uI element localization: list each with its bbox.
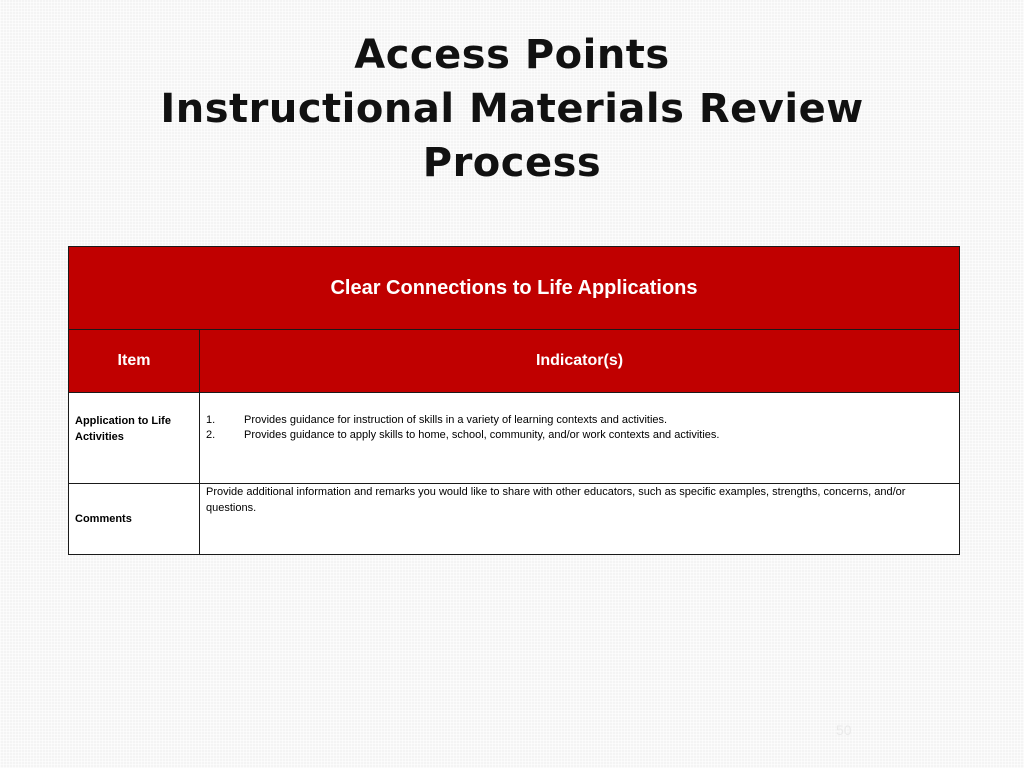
title-line-2: Instructional Materials Review bbox=[160, 86, 864, 132]
list-item bbox=[206, 413, 953, 428]
list-item bbox=[206, 428, 953, 443]
column-header-indicators: Indicator(s) bbox=[200, 330, 960, 393]
indicator-cell bbox=[200, 393, 960, 484]
review-table bbox=[68, 246, 960, 555]
title-line-3: Process bbox=[422, 140, 602, 186]
indicator-text: Provides guidance for instruction of skills in a variety of learning contexts and activities. bbox=[244, 414, 668, 426]
slide-title bbox=[0, 28, 1024, 190]
table-row bbox=[69, 484, 960, 555]
indicator-number: 1. bbox=[206, 414, 216, 426]
column-header-item: Item bbox=[69, 330, 200, 393]
item-label-application: Application to Life Activities bbox=[69, 393, 200, 484]
table-row bbox=[69, 393, 960, 484]
page-number: 50 bbox=[836, 722, 852, 738]
item-label-comments: Comments bbox=[69, 484, 200, 555]
comments-text: Provide additional information and remarks you would like to share with other educators, such as specific examples, strengths, concerns, and/or questions. bbox=[200, 484, 960, 555]
table-header: Clear Connections to Life Applications bbox=[69, 247, 960, 330]
title-line-1: Access Points bbox=[354, 32, 670, 78]
indicator-text: Provides guidance to apply skills to home, school, community, and/or work contexts and activities. bbox=[244, 429, 720, 441]
indicator-number: 2. bbox=[206, 429, 216, 441]
indicator-list bbox=[200, 393, 959, 443]
